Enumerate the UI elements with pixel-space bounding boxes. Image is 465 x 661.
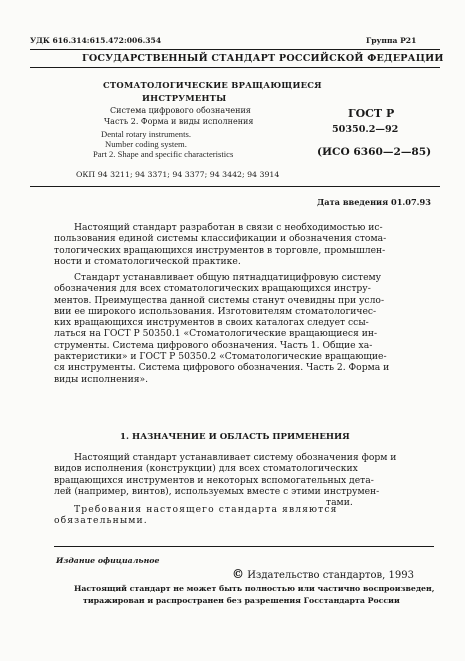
doc-subtitle-1: Система цифрового обозначения	[110, 106, 251, 115]
paragraph-mandatory	[54, 504, 421, 527]
paragraph-purpose	[54, 222, 421, 267]
gost-label: ГОСТ Р	[348, 107, 395, 120]
header-rule-bottom	[30, 67, 440, 68]
text-line: струменты. Система цифрового обозначения. Часть 1. Общие ха-	[54, 339, 373, 351]
okp-rule	[30, 186, 440, 187]
english-title-3: Part 2. Shape and specific characteristics	[93, 149, 234, 159]
header-rule-top	[30, 49, 440, 50]
text-line: Стандарт устанавливает общую пятнадцатицифровую систему	[74, 272, 382, 283]
text-line: ности и стоматологической практике.	[54, 255, 241, 267]
paragraph-scope	[54, 452, 421, 508]
copyright-text: Издательство стандартов, 1993	[247, 570, 414, 581]
paragraph-system	[54, 272, 421, 385]
effective-date: Дата введения 01.07.93	[317, 197, 431, 207]
reproduction-note-1: Настоящий стандарт не может быть полностью или частично воспроизведен,	[74, 584, 435, 593]
text-line: Требования настоящего стандарта являются	[74, 504, 338, 515]
text-line: вращающихся инструментов и некоторых вспомогательных дета-	[54, 474, 374, 486]
text-line: видов исполнения (конструкции) для всех стоматологических	[54, 463, 358, 475]
text-line: Настоящий стандарт устанавливает систему обозначения форм и	[74, 452, 397, 463]
text-line: виды исполнения».	[54, 373, 149, 385]
reproduction-note-2: тиражирован и распространен без разрешения Госстандарта России	[83, 596, 400, 605]
text-line: ся инструменты. Система цифрового обозначения. Часть 2. Форма и	[54, 362, 390, 374]
group-code: Группа Р21	[366, 36, 417, 45]
udk-code: УДК 616.314:615.472:006.354	[30, 36, 162, 45]
standard-banner: ГОСУДАРСТВЕННЫЙ СТАНДАРТ РОССИЙСКОЙ ФЕДЕРАЦИИ	[82, 53, 444, 64]
text-line: лей (например, винтов), используемых вместе с этими инструмен-	[54, 485, 380, 497]
text-line: рактеристики» и ГОСТ Р 50350.2 «Стоматологические вращающие-	[54, 351, 387, 363]
text-line: Настоящий стандарт разработан в связи с необходимостью ис-	[74, 222, 383, 233]
text-line: обозначения для всех стоматологических вращающихся инстру-	[54, 283, 371, 295]
text-line: обязательными.	[54, 515, 148, 527]
english-title-1: Dental rotary instruments.	[101, 129, 191, 139]
doc-title-line1: СТОМАТОЛОГИЧЕСКИЕ ВРАЩАЮЩИЕСЯ	[103, 80, 322, 90]
english-title-2: Number coding system.	[105, 139, 187, 149]
footer-rule	[54, 546, 434, 547]
edition-label: Издание официальное	[56, 556, 160, 565]
okp-codes: ОКП 94 3211; 94 3371; 94 3377; 94 3442; 94 3914	[76, 170, 280, 179]
text-line: вии ее широкого использования. Изготовителям стоматологичес-	[54, 305, 377, 317]
text-line: ких вращающихся инструментов в своих каталогах следует ссы-	[54, 317, 369, 329]
copyright-line	[232, 567, 414, 581]
text-line: ментов. Преимущества данной системы станут очевидны при усло-	[54, 294, 385, 306]
doc-title-line2: ИНСТРУМЕНТЫ	[142, 93, 227, 103]
copyright-icon: ©	[232, 567, 244, 581]
doc-subtitle-2: Часть 2. Форма и виды исполнения	[104, 117, 254, 126]
iso-reference: (ИСО 6360—2—85)	[317, 146, 432, 158]
text-line: тологических вращающихся инструментов в торговле, промышлен-	[54, 244, 386, 256]
section-heading: 1. НАЗНАЧЕНИЕ И ОБЛАСТЬ ПРИМЕНЕНИЯ	[120, 432, 350, 442]
text-line: пользования единой системы классификации и обозначения стома-	[54, 233, 387, 245]
text-line: тами.	[326, 497, 353, 509]
gost-number: 50350.2—92	[332, 124, 399, 135]
text-line: латься на ГОСТ Р 50350.1 «Стоматологические вращающиеся ин-	[54, 328, 378, 340]
